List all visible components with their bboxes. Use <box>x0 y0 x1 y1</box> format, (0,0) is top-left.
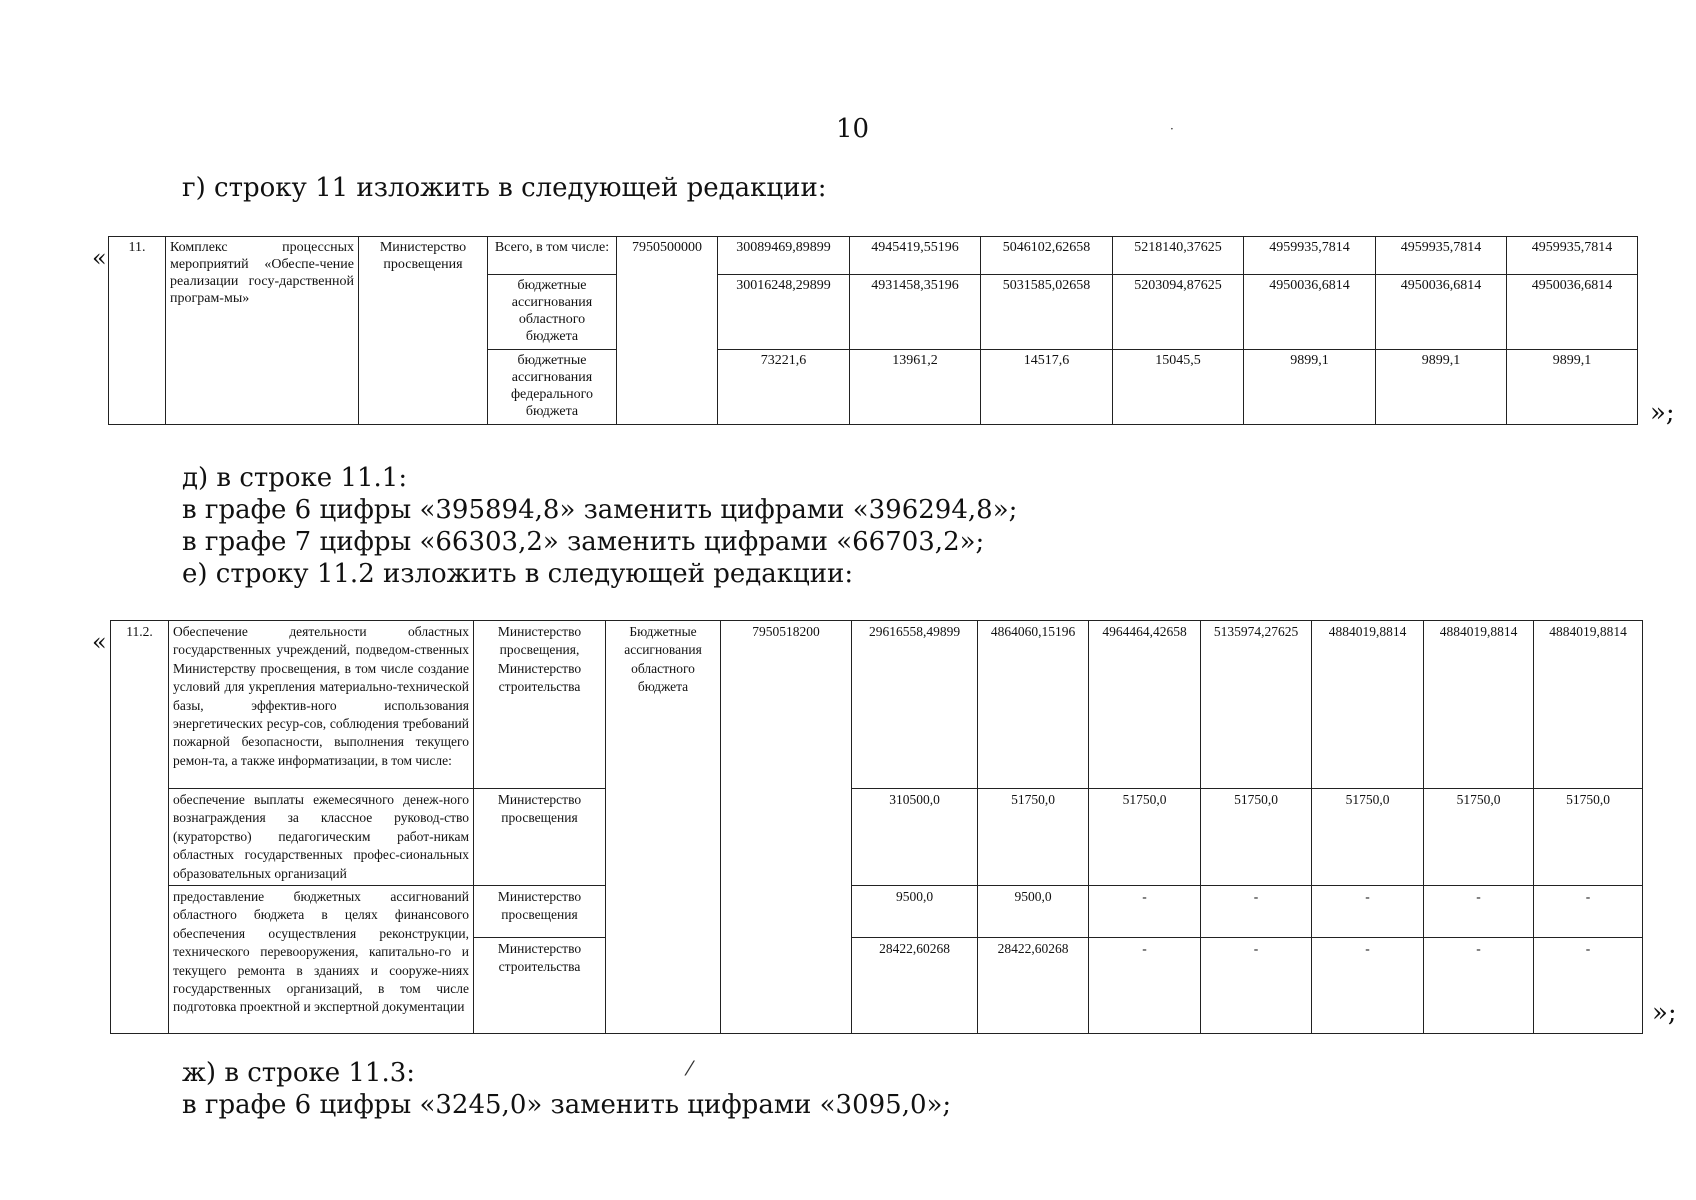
value-cell: 4931458,35196 <box>850 275 981 350</box>
budget-code: 7950500000 <box>617 237 718 425</box>
paragraph-zh-1: в графе 6 цифры «3245,0» заменить цифрами «3095,0»; <box>182 1090 952 1120</box>
value-cell: 5218140,37625 <box>1113 237 1244 275</box>
value-cell: 4950036,6814 <box>1507 275 1638 350</box>
value-cell: 51750,0 <box>1089 789 1201 886</box>
value-cell: 5031585,02658 <box>981 275 1113 350</box>
value-cell: - <box>1089 938 1201 1034</box>
paragraph-d-2: в графе 7 цифры «66303,2» заменить цифрами «66703,2»; <box>182 527 985 557</box>
value-cell: 4959935,7814 <box>1376 237 1507 275</box>
row-executor: Министерство просвещения <box>474 886 606 938</box>
row-executor: Министерство строительства <box>474 938 606 1034</box>
value-cell: - <box>1201 886 1312 938</box>
paragraph-d-1: в графе 6 цифры «395894,8» заменить цифрами «396294,8»; <box>182 495 1018 525</box>
row-name: Обеспечение деятельности областных государственных учреждений, подведом-ственных Министерству просвещения, в том числе создание условий для укрепления материально-технической базы, эффектив-ного использования энергетических ресур-сов, соблюдения требований пожарной безопасности, выполнения текущего ремон-та, а также информатизации, в том числе: <box>169 621 474 789</box>
row-name: Комплекс процессных мероприятий «Обеспе-чение реализации госу-дарственной програм-мы» <box>166 237 359 425</box>
value-cell: 310500,0 <box>852 789 978 886</box>
value-cell: 73221,6 <box>718 350 850 425</box>
value-cell: - <box>1534 938 1643 1034</box>
source-federal: бюджетные ассигнования федерального бюджета <box>488 350 617 425</box>
value-cell: - <box>1534 886 1643 938</box>
value-cell: - <box>1201 938 1312 1034</box>
value-cell: 5046102,62658 <box>981 237 1113 275</box>
paragraph-zh: ж) в строке 11.3: <box>182 1058 416 1088</box>
open-quote: « <box>92 244 107 272</box>
funding-source: Бюджетные ассигнования областного бюджета <box>606 621 721 1034</box>
value-cell: 4964464,42658 <box>1089 621 1201 789</box>
value-cell: 28422,60268 <box>852 938 978 1034</box>
value-cell: 5135974,27625 <box>1201 621 1312 789</box>
value-cell: 4959935,7814 <box>1507 237 1638 275</box>
table-row-11 <box>108 236 1638 425</box>
table-row-11-2 <box>110 620 1643 1034</box>
close-quote: »; <box>1652 998 1677 1028</box>
value-cell: - <box>1424 886 1534 938</box>
value-cell: 51750,0 <box>1312 789 1424 886</box>
value-cell: 4950036,6814 <box>1376 275 1507 350</box>
value-cell: 51750,0 <box>1424 789 1534 886</box>
value-cell: 9899,1 <box>1376 350 1507 425</box>
close-quote: »; <box>1650 398 1675 428</box>
page-number: 10 <box>836 114 870 144</box>
row-number: 11. <box>109 237 166 425</box>
value-cell: 29616558,49899 <box>852 621 978 789</box>
pen-mark: ⁄ <box>688 1056 692 1080</box>
value-cell: 4884019,8814 <box>1424 621 1534 789</box>
value-cell: 13961,2 <box>850 350 981 425</box>
paragraph-e: е) строку 11.2 изложить в следующей редакции: <box>182 559 854 589</box>
value-cell: 9500,0 <box>852 886 978 938</box>
open-quote: « <box>92 628 107 656</box>
row-executor: Министерство просвещения, Министерство строительства <box>474 621 606 789</box>
value-cell: - <box>1312 938 1424 1034</box>
budget-code: 7950518200 <box>721 621 852 1034</box>
paragraph-g: г) строку 11 изложить в следующей редакции: <box>182 173 827 203</box>
value-cell: 9899,1 <box>1507 350 1638 425</box>
value-cell: 30016248,29899 <box>718 275 850 350</box>
source-regional: бюджетные ассигнования областного бюджета <box>488 275 617 350</box>
value-cell: - <box>1312 886 1424 938</box>
value-cell: 5203094,87625 <box>1113 275 1244 350</box>
paragraph-d: д) в строке 11.1: <box>182 463 408 493</box>
value-cell: 14517,6 <box>981 350 1113 425</box>
value-cell: 15045,5 <box>1113 350 1244 425</box>
row-executor: Министерство просвещения <box>474 789 606 886</box>
value-cell: 9500,0 <box>978 886 1089 938</box>
value-cell: 51750,0 <box>1201 789 1312 886</box>
value-cell: 9899,1 <box>1244 350 1376 425</box>
value-cell: 30089469,89899 <box>718 237 850 275</box>
value-cell: 51750,0 <box>1534 789 1643 886</box>
row-name: обеспечение выплаты ежемесячного денеж-ного вознаграждения за классное руковод-ство (кураторство) педагогическим работ-никам областных государственных профес-сиональных образовательных организаций <box>169 789 474 886</box>
row-executor: Министерство просвещения <box>359 237 488 425</box>
value-cell: 28422,60268 <box>978 938 1089 1034</box>
source-total: Всего, в том числе: <box>488 237 617 275</box>
row-name: предоставление бюджетных ассигнований областного бюджета в целях финансового обеспечения осуществления реконструкции, технического перевооружения, капитально-го и текущего ремонта в зданиях и сооруже-ниях государственных организаций, в том числе подготовка проектной и экспертной документации <box>169 886 474 1034</box>
value-cell: - <box>1424 938 1534 1034</box>
value-cell: - <box>1089 886 1201 938</box>
scan-mark: · <box>1170 122 1174 136</box>
value-cell: 4864060,15196 <box>978 621 1089 789</box>
value-cell: 4884019,8814 <box>1312 621 1424 789</box>
row-number: 11.2. <box>111 621 169 1034</box>
value-cell: 4884019,8814 <box>1534 621 1643 789</box>
value-cell: 51750,0 <box>978 789 1089 886</box>
value-cell: 4959935,7814 <box>1244 237 1376 275</box>
value-cell: 4945419,55196 <box>850 237 981 275</box>
value-cell: 4950036,6814 <box>1244 275 1376 350</box>
